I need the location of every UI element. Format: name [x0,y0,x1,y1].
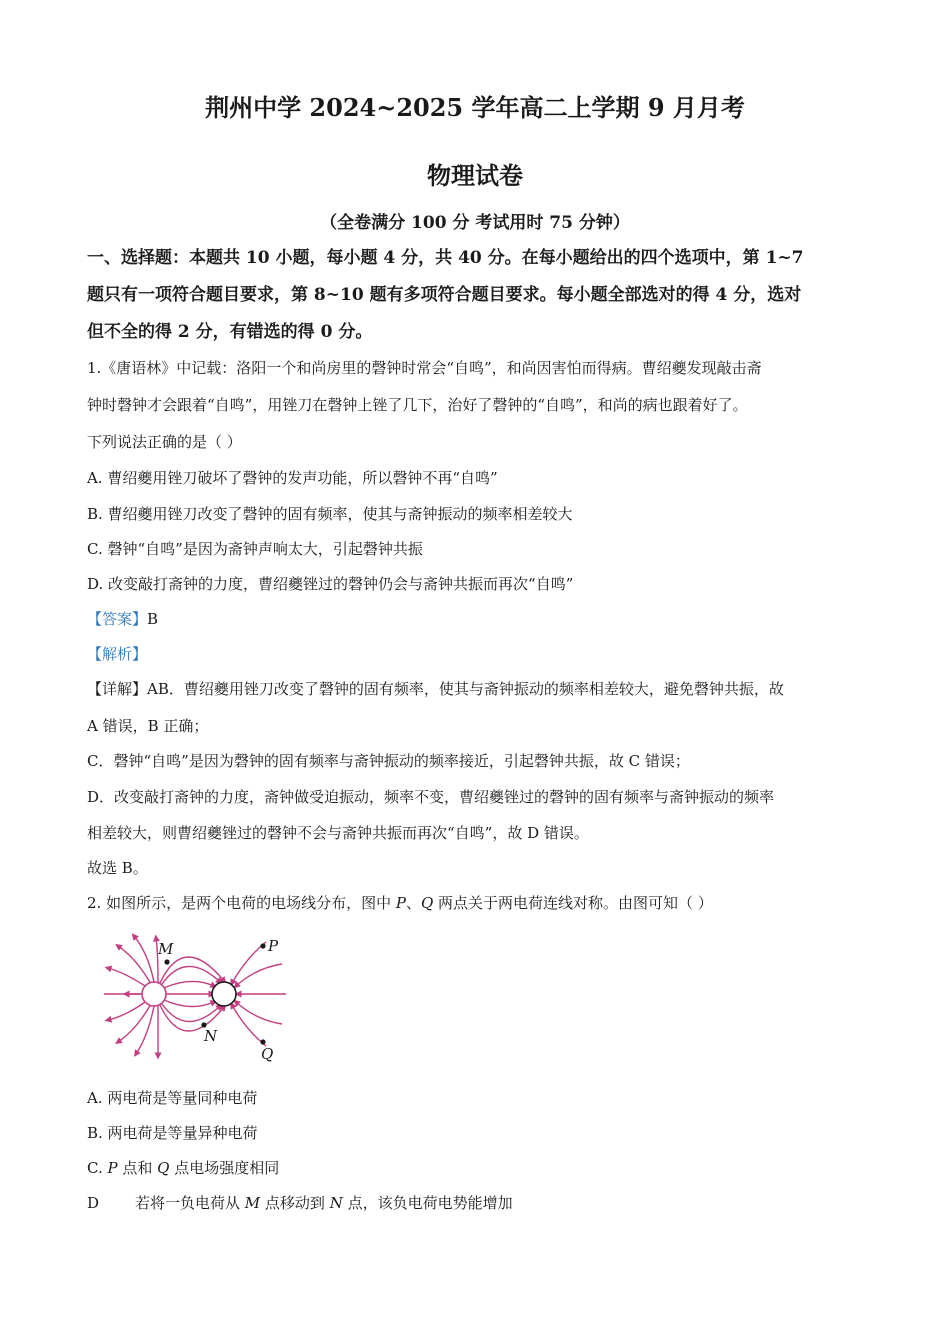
field-line [160,957,224,983]
section-line-3: 但不全的得 2 分，有错选的得 0 分。 [87,322,373,342]
section-line-1: 一、选择题：本题共 10 小题，每小题 4 分，共 40 分。在每小题给出的四个选项中，第 1~7 [87,248,804,268]
field-line [236,964,282,986]
field-line [134,936,154,982]
q1-conclusion: 故选 B。 [87,859,148,877]
q1-stem-3: 下列说法正确的是（ ） [87,433,242,451]
q2-c-mid: 点和 [117,1159,158,1177]
point-p [260,943,265,948]
section-instructions [87,240,867,351]
q1-detail-3: C．磬钟“自鸣”是因为磬钟的固有频率与斋钟振动的频率接近，引起磬钟共振，故 C 错误； [87,752,690,770]
exam-title: 荆州中学 2024~2025 学年高二上学期 9 月月考 [205,93,745,122]
charge-right [212,982,236,1006]
q1-option-d: D. 改变敲打斋钟的力度，曹绍夔锉过的磬钟仍会与斋钟共振而再次“自鸣” [87,575,574,593]
q2-point-p: P [395,894,406,912]
q1-detail-4: D．改变敲打斋钟的力度，斋钟做受迫振动，频率不变，曹绍夔锉过的磬钟的固有频率与斋钟振动的频率 [87,788,775,806]
q2-point-q: Q [420,894,434,912]
q2-c-q: Q [157,1159,170,1177]
label-q: Q [261,1045,274,1063]
label-n: N [204,1027,218,1045]
point-m [164,959,169,964]
section-line-2: 题只有一项符合题目要求，第 8~10 题有多项符合题目要求。每小题全部选对的得 4 分，选对 [87,285,802,305]
label-m: M [158,940,174,958]
q1-detail-5: 相差较大，则曹绍夔锉过的磬钟不会与斋钟共振而再次“自鸣”，故 D 错误。 [87,824,589,842]
q1-option-a: A. 曹绍夔用锉刀破坏了磬钟的发声功能，所以磬钟不再“自鸣” [87,469,498,487]
q2-stem-a: 2. 如图所示，是两个电荷的电场线分布，图中 [87,894,396,912]
q1-detail-2: A 错误，B 正确； [87,717,209,735]
q2-d-n: N [329,1194,343,1212]
answer-tag: 【答案】 [87,610,148,628]
q2-d-mid: 点移动到 [260,1194,330,1212]
field-line [164,981,214,988]
field-line [236,1002,282,1024]
q1-stem-2: 钟时磬钟才会跟着“自鸣”，用锉刀在磬钟上锉了几下，治好了磬钟的“自鸣”，和尚的病也跟着好了。 [87,396,748,414]
q2-c-p: P [107,1159,118,1177]
q2-c-post: 点电场强度相同 [169,1159,280,1177]
q2-sep: 、 [405,894,421,912]
field-line [118,946,151,984]
exam-note: （全卷满分 100 分 考试用时 75 分钟） [320,213,630,233]
charge-left [142,982,166,1006]
q2-option-c [87,1150,877,1186]
q1-option-b: B. 曹绍夔用锉刀改变了磬钟的固有频率，使其与斋钟振动的频率相差较大 [87,505,573,523]
label-p: P [268,937,279,955]
q1-detail-1: 【详解】AB．曹绍夔用锉刀改变了磬钟的固有频率，使其与斋钟振动的频率相差较大，避免磬钟共振，故 [87,680,784,698]
q1-option-c: C. 磬钟“自鸣”是因为斋钟声响太大，引起磬钟共振 [87,540,423,558]
q2-option-b: B. 两电荷是等量异种电荷 [87,1124,258,1142]
q1-answer [87,601,877,637]
q2-d-label: D [87,1194,100,1212]
answer-value: B [147,610,159,628]
point-q [260,1039,265,1044]
field-line [164,1000,214,1007]
q2-c-pre: C. [87,1159,108,1177]
q2-option-d [87,1185,877,1221]
exam-subject: 物理试卷 [427,161,523,190]
q2-d-pre: 若将一负电荷从 [135,1194,245,1212]
q2-d-post: 点，该负电荷电势能增加 [342,1194,513,1212]
q1-stem-1: 1.《唐语林》中记载：洛阳一个和尚房里的磬钟时常会“自鸣”，和尚因害怕而得病。曹绍夔发现敲击斋 [87,359,762,377]
q1-analysis-tag: 【解析】 [87,645,148,663]
q2-stem [87,885,877,921]
q2-stem-b: 两点关于两电荷连线对称。由图可知（ ） [433,894,713,912]
field-line-figure [96,928,296,1064]
q2-option-a: A. 两电荷是等量同种电荷 [87,1089,258,1107]
q2-d-m: M [244,1194,261,1212]
